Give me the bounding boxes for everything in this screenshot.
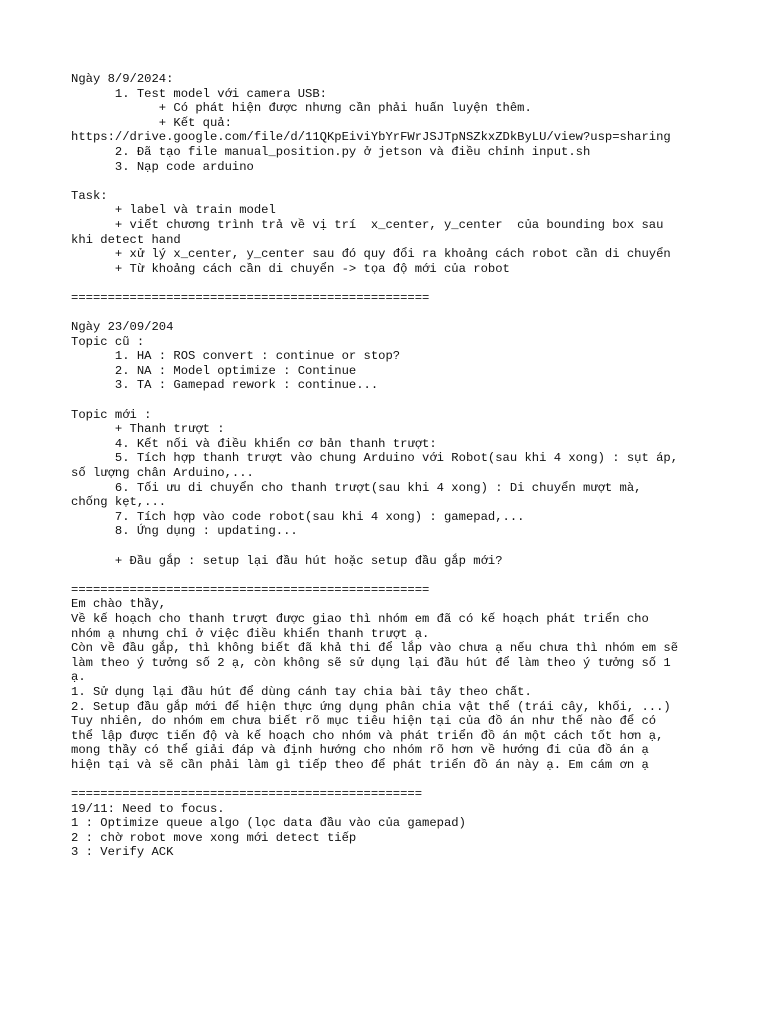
- text-line: Tuy nhiên, do nhóm em chưa biết rõ mục tiêu hiện tại của đồ án như thế nào để có: [71, 714, 657, 729]
- text-line: 3. TA : Gamepad rework : continue...: [71, 378, 379, 393]
- text-line: =================================================: [71, 582, 430, 597]
- text-line: 7. Tích hợp vào code robot(sau khi 4 xong) : gamepad,...: [71, 509, 525, 524]
- text-line: chống kẹt,...: [71, 495, 167, 510]
- text-line: [71, 174, 711, 189]
- text-line: 1. Sử dụng lại đầu hút để dùng cánh tay chia bài tây theo chất.: [71, 684, 532, 699]
- text-line: Ngày 8/9/2024:: [71, 72, 174, 86]
- text-line: 4. Kết nối và điều khiển cơ bản thanh trượt:: [71, 436, 437, 451]
- text-line: + Có phát hiện được nhưng cần phải huấn luyện thêm.: [71, 101, 532, 116]
- text-line: 3. Nạp code arduino: [71, 159, 254, 174]
- text-line: Ngày 23/09/204: [71, 320, 174, 335]
- text-line: nhóm ạ nhưng chỉ ở việc điều khiển thanh trượt ạ.: [71, 626, 430, 641]
- document-body: [71, 72, 711, 860]
- text-line: + Thanh trượt :: [71, 422, 225, 437]
- text-line: =================================================: [71, 290, 430, 305]
- text-line: + Kết quả:: [71, 115, 232, 130]
- text-line: + label và train model: [71, 203, 276, 218]
- text-line: [71, 539, 711, 554]
- text-line: thể lập được tiến độ và kế hoạch cho nhóm và phát triển đồ án một cách tốt hơn ạ,: [71, 728, 664, 743]
- text-line: 2. Đã tạo file manual_position.py ở jetson và điều chỉnh input.sh: [71, 144, 591, 159]
- text-line: 3 : Verify ACK: [71, 845, 174, 860]
- text-line: + viết chương trình trả về vị trí x_center, y_center của bounding box sau: [71, 217, 664, 232]
- text-line: 1. HA : ROS convert : continue or stop?: [71, 349, 401, 364]
- text-line: Em chào thầy,: [71, 597, 167, 612]
- text-line: [71, 773, 711, 788]
- text-line: [71, 306, 711, 321]
- text-line: [71, 568, 711, 583]
- text-line: Topic cũ :: [71, 334, 145, 349]
- text-line: 2 : chờ robot move xong mới detect tiếp: [71, 830, 357, 845]
- text-line: Task:: [71, 188, 108, 203]
- text-line: 6. Tối ưu di chuyển cho thanh trượt(sau khi 4 xong) : Di chuyển mượt mà,: [71, 480, 642, 495]
- text-line: ================================================: [71, 787, 423, 802]
- text-line: hiện tại và sẽ cần phải làm gì tiếp theo để phát triển đồ án này ạ. Em cám ơn ạ: [71, 757, 649, 772]
- text-line: [71, 393, 711, 408]
- text-line: 19/11: Need to focus.: [71, 801, 225, 816]
- text-line: 5. Tích hợp thanh trượt vào chung Arduino với Robot(sau khi 4 xong) : sụt áp,: [71, 451, 679, 466]
- text-line: 8. Ứng dụng : updating...: [71, 524, 298, 539]
- text-line: mong thầy có thể giải đáp và định hướng cho nhóm rõ hơn về hướng đi của đồ án ạ: [71, 743, 649, 758]
- text-line: Về kế hoạch cho thanh trượt được giao thì nhóm em đã có kế hoạch phát triển cho: [71, 611, 649, 626]
- text-line: 1. Test model với camera USB:: [71, 86, 327, 101]
- text-line: https://drive.google.com/file/d/11QKpEiviYbYrFWrJSJTpNSZkxZDkByLU/view?usp=sharing: [71, 130, 671, 145]
- text-line: 2. NA : Model optimize : Continue: [71, 363, 357, 378]
- text-line: Còn về đầu gắp, thì không biết đã khả thi để lắp vào chưa ạ nếu chưa thì nhóm em sẽ: [71, 641, 679, 656]
- text-line: 2. Setup đầu gắp mới để hiện thực ứng dụng phân chia vật thể (trái cây, khối, ...): [71, 699, 671, 714]
- text-line: làm theo ý tưởng số 2 ạ, còn không sẽ sử dụng lại đầu hút để làm theo ý tưởng số 1: [71, 655, 671, 670]
- text-line: [71, 276, 711, 291]
- text-line: số lượng chân Arduino,...: [71, 466, 254, 481]
- text-line: Topic mới :: [71, 407, 152, 422]
- text-line: ạ.: [71, 670, 86, 685]
- text-line: 1 : Optimize queue algo (lọc data đầu vào của gamepad): [71, 816, 466, 831]
- text-line: khi detect hand: [71, 232, 181, 247]
- text-line: + Đầu gắp : setup lại đầu hút hoặc setup đầu gắp mới?: [71, 553, 503, 568]
- text-line: + xử lý x_center, y_center sau đó quy đổi ra khoảng cách robot cần di chuyển: [71, 247, 671, 262]
- text-line: + Từ khoảng cách cần di chuyển -> tọa độ mới của robot: [71, 261, 510, 276]
